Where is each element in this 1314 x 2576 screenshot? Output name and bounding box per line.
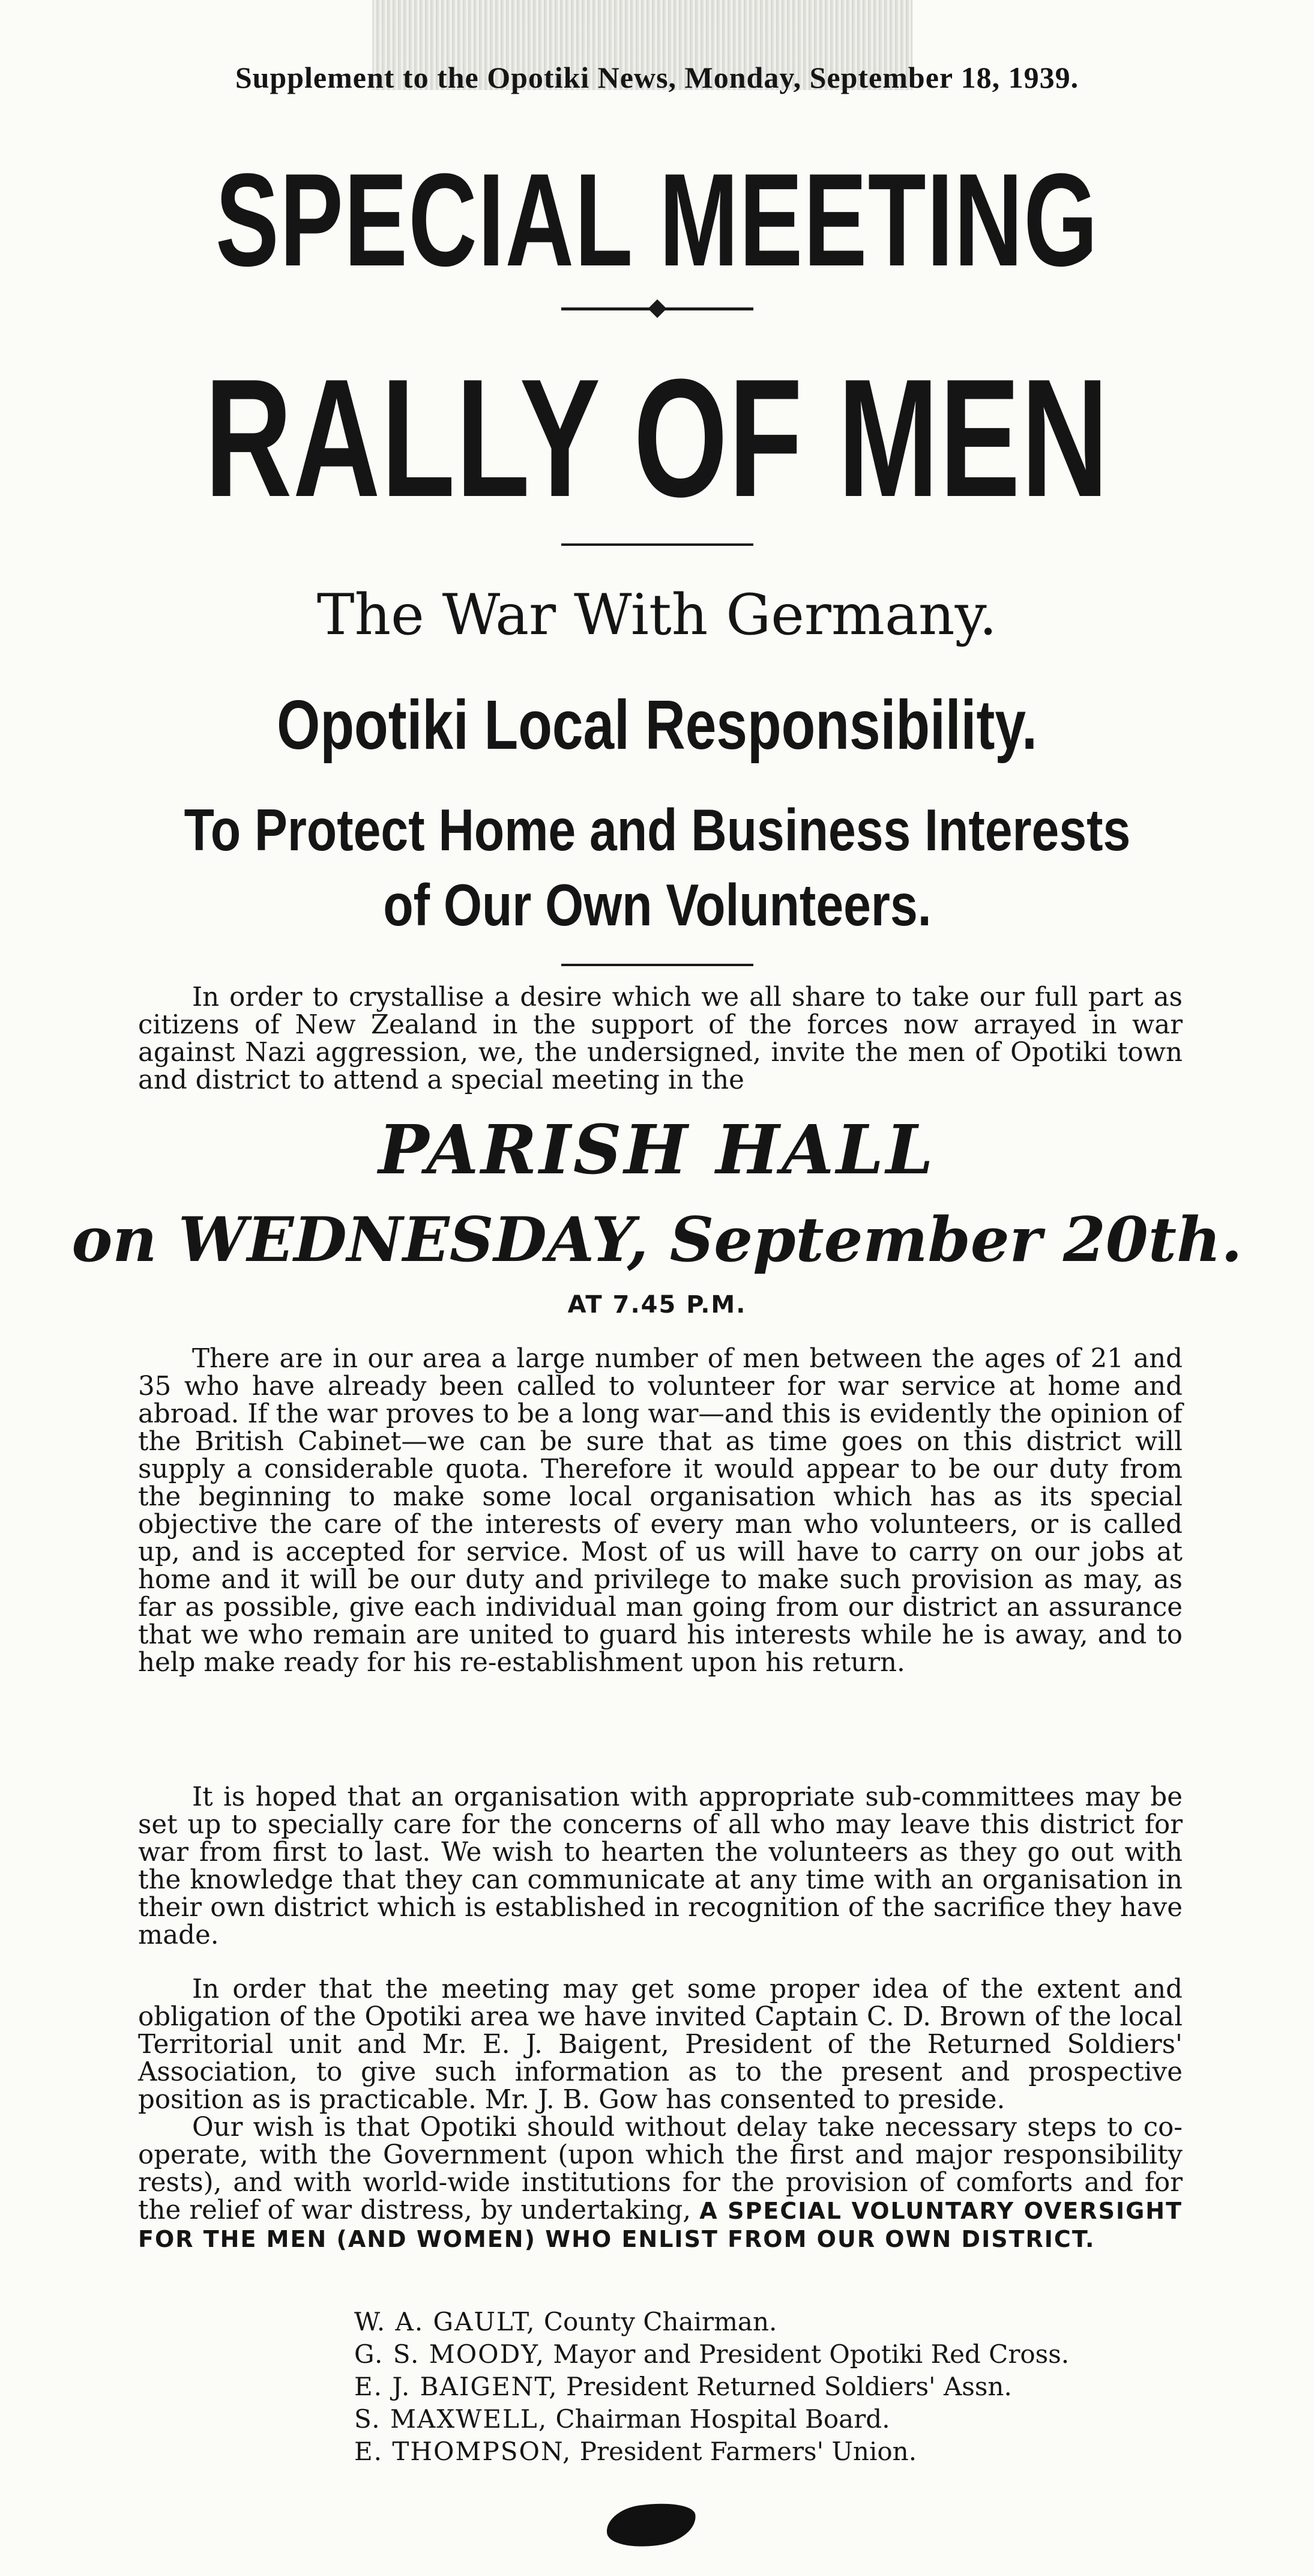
signatory-name: S. MAXWELL, bbox=[354, 2404, 548, 2434]
subtitle-war-with-germany: The War With Germany. bbox=[316, 582, 998, 648]
signatory-title: President Farmers' Union. bbox=[579, 2437, 917, 2466]
signatory-name: W. A. GAULT, bbox=[354, 2307, 536, 2336]
time-heading: AT 7.45 P.M. bbox=[567, 1291, 747, 1319]
headline-special-meeting: SPECIAL MEETING bbox=[215, 146, 1099, 294]
date-heading: on WEDNESDAY, September 20th. bbox=[71, 1204, 1243, 1276]
closing-emphasis: A SPECIAL VOLUNTARY OVERSIGHT FOR THE MEN (AND WOMEN) WHO ENLIST FROM OUR OWN DISTRICT. bbox=[138, 2198, 1183, 2252]
signatory-title: County Chairman. bbox=[543, 2307, 777, 2336]
body-paragraph-text: Our wish is that Opotiki should without delay take necessary steps to co-operate, with the Government (upon which the first and major responsibility rests), and with world-wide institutions for the provision of comforts and for the relief of war distress, by undertaking, bbox=[138, 2112, 1183, 2225]
body-paragraph-text: It is hoped that an organisation with appropriate sub-committees may be set up to specially care for the concerns of all who may leave this district for war from first to last. We wish to hearten the volunteers as they go out with the knowledge that they can communicate at any time with an organisation in their own district which is established in recognition of the sacrifice they have made. bbox=[138, 1782, 1183, 1950]
signatory-name: E. THOMPSON, bbox=[354, 2437, 572, 2466]
subtitle-protect-interests: To Protect Home and Business Interests of Our Own Volunteers. bbox=[184, 797, 1131, 938]
body-paragraph-4 bbox=[138, 2114, 1183, 2253]
signatory-title: Mayor and President Opotiki Red Cross. bbox=[553, 2339, 1070, 2369]
signatories-list bbox=[354, 2306, 1219, 2468]
signatory bbox=[354, 2371, 1219, 2403]
supplement-line: Supplement to the Opotiki News, Monday, September 18, 1939. bbox=[235, 61, 1079, 94]
signatory-name: E. J. BAIGENT, bbox=[354, 2372, 558, 2401]
signatory bbox=[354, 2403, 1219, 2435]
divider-ornament bbox=[648, 299, 666, 318]
signatory bbox=[354, 2338, 1219, 2371]
signatory-name: G. S. MOODY, bbox=[354, 2339, 545, 2369]
body-paragraph-text: There are in our area a large number of men between the ages of 21 and 35 who have already been called to volunteer for war service at home and abroad. If the war proves to be a long war—and this is evidently the opinion of the British Cabinet—we can be sure that as time goes on this district will supply a considerable quota. Therefore it would appear to be our duty from the beginning to make some local organisation which has as its special objective the care of the interests of every man who volunteers, or is called up, and is accepted for service. Most of us will have to carry on our jobs at home and it will be our duty and privilege to make such provision as may, as far as possible, give each individual man going from our district an assurance that we who remain are united to guard his interests while he is away, and to help make ready for his re-establishment upon his return. bbox=[138, 1344, 1183, 1678]
intro-paragraph-text: In order to crystallise a desire which we all share to take our full part as citizens of New Zealand in the support of the forces now arrayed in war against Nazi aggression, we, the undersigned, invite the men of Opotiki town and district to attend a special meeting in the bbox=[138, 982, 1183, 1095]
body-paragraph-text: In order that the meeting may get some proper idea of the extent and obligation of the Opotiki area we have invited Captain C. D. Brown of the local Territorial unit and Mr. E. J. Baigent, President of the Returned Soldiers' Association, to give such information as to the present and prospective position as is practicable. Mr. J. B. Gow has consented to preside. bbox=[138, 1974, 1183, 2115]
venue-heading: PARISH HALL bbox=[378, 1111, 936, 1190]
subtitle-local-responsibility: Opotiki Local Responsibility. bbox=[277, 686, 1037, 764]
divider-rule bbox=[561, 964, 753, 966]
body-paragraph-2 bbox=[138, 1783, 1183, 1949]
headline-rally-of-men: RALLY OF MEN bbox=[204, 345, 1110, 532]
body-paragraph-3 bbox=[138, 1976, 1183, 2114]
signatory-title: Chairman Hospital Board. bbox=[555, 2404, 890, 2434]
intro-paragraph bbox=[138, 984, 1183, 1094]
signatory-title: President Returned Soldiers' Assn. bbox=[565, 2372, 1012, 2401]
signatory bbox=[354, 2435, 1219, 2468]
ink-blot bbox=[604, 2498, 699, 2552]
signatory bbox=[354, 2306, 1219, 2338]
body-paragraph-1 bbox=[138, 1345, 1183, 1677]
divider-rule bbox=[561, 543, 753, 546]
